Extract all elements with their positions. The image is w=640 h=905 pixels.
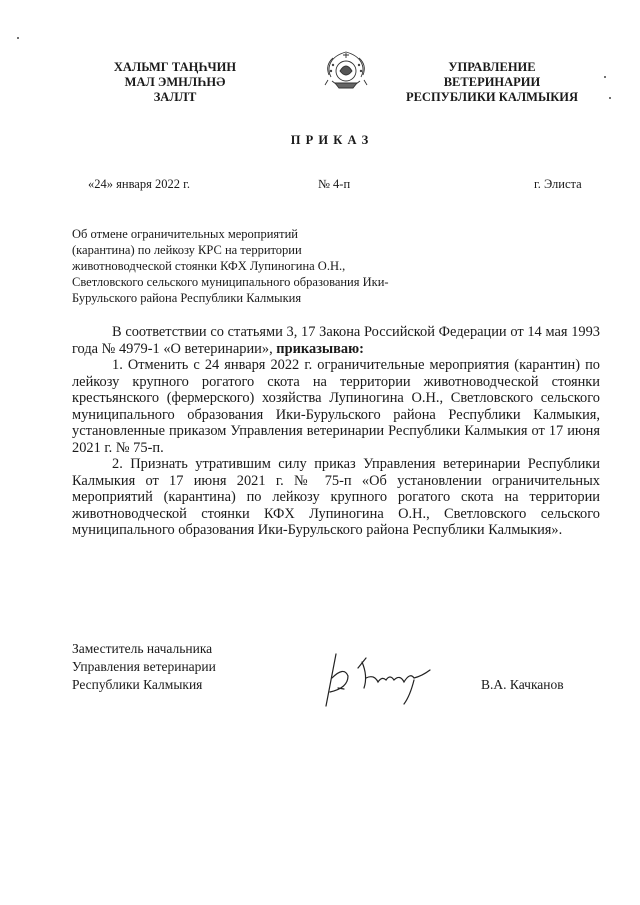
subject-line: Светловского сельского муниципального образования Ики-	[72, 275, 389, 289]
doc-date: «24» января 2022 г.	[88, 177, 190, 191]
scan-speck	[604, 76, 606, 78]
subject-line: животноводческой стоянки КФХ Лупиногина О.Н.,	[72, 259, 346, 273]
position-line: Республики Калмыкия	[72, 677, 203, 692]
coat-of-arms-icon	[323, 47, 369, 99]
position-line: Управления ветеринарии	[72, 659, 216, 674]
scan-speck	[609, 97, 611, 99]
header-left	[100, 60, 250, 105]
body-item-2: 2. Признать утратившим силу приказ Управления ветеринарии Республики Калмыкия от 17 июня 2021 г. № 75-п «Об установлении ограничительных мероприятий (карантина) по лейкозу крупного рогатого скота на территории животноводческой стоянки КФХ Лупиногина О.Н., Светловского сельского муниципального образования Ики-Бурульского района Республики Калмыкия».	[72, 456, 600, 538]
header-right-line: УПРАВЛЕНИЕ	[448, 60, 536, 74]
header-left-line: ХАЛЬМГ ТАҢҺЧИН	[113, 60, 237, 74]
body-intro	[72, 324, 600, 357]
intro-text: В соответствии со статьями 3, 17 Закона Российской Федерации от 14 мая 1993 года № 4979-1 «О ветеринарии»,	[72, 324, 600, 357]
subject-line: Об отмене ограничительных мероприятий	[72, 227, 299, 241]
subject-line: (карантина) по лейкозу КРС на территории	[72, 243, 302, 257]
signatory-name: В.А. Качканов	[481, 677, 564, 692]
scan-speck	[17, 37, 19, 39]
doc-body	[72, 324, 600, 539]
handwritten-signature	[318, 648, 458, 710]
header-right	[398, 60, 586, 105]
header-left-line: ЗАЛЛТ	[153, 90, 197, 104]
position-line: Заместитель начальника	[72, 641, 213, 656]
header-left-line: МАЛ ЭМНЛҺНӘ	[124, 75, 226, 89]
doc-subject	[72, 226, 472, 306]
header-right-line: ВЕТЕРИНАРИИ	[443, 75, 541, 89]
doc-place: г. Элиста	[534, 177, 582, 191]
doc-number: № 4-п	[318, 177, 351, 191]
body-item-1: 1. Отменить с 24 января 2022 г. ограничительные мероприятия (карантин) по лейкозу крупного рогатого скота на территории животноводческой стоянки крестьянского (фермерского) хозяйства Лупиногина О.Н., Светловского сельского муниципального образования Ики-Бурульского района Республики Калмыкия, установленные приказом Управления ветеринарии Республики Калмыкия от 17 июня 2021 г. № 75-п.	[72, 357, 600, 456]
doc-title: П Р И К А З	[290, 133, 370, 147]
header-right-line: РЕСПУБЛИКИ КАЛМЫКИЯ	[405, 90, 579, 104]
subject-line: Бурульского района Республики Калмыкия	[72, 291, 302, 305]
signatory-position	[72, 640, 216, 694]
intro-bold: приказываю:	[276, 340, 364, 357]
